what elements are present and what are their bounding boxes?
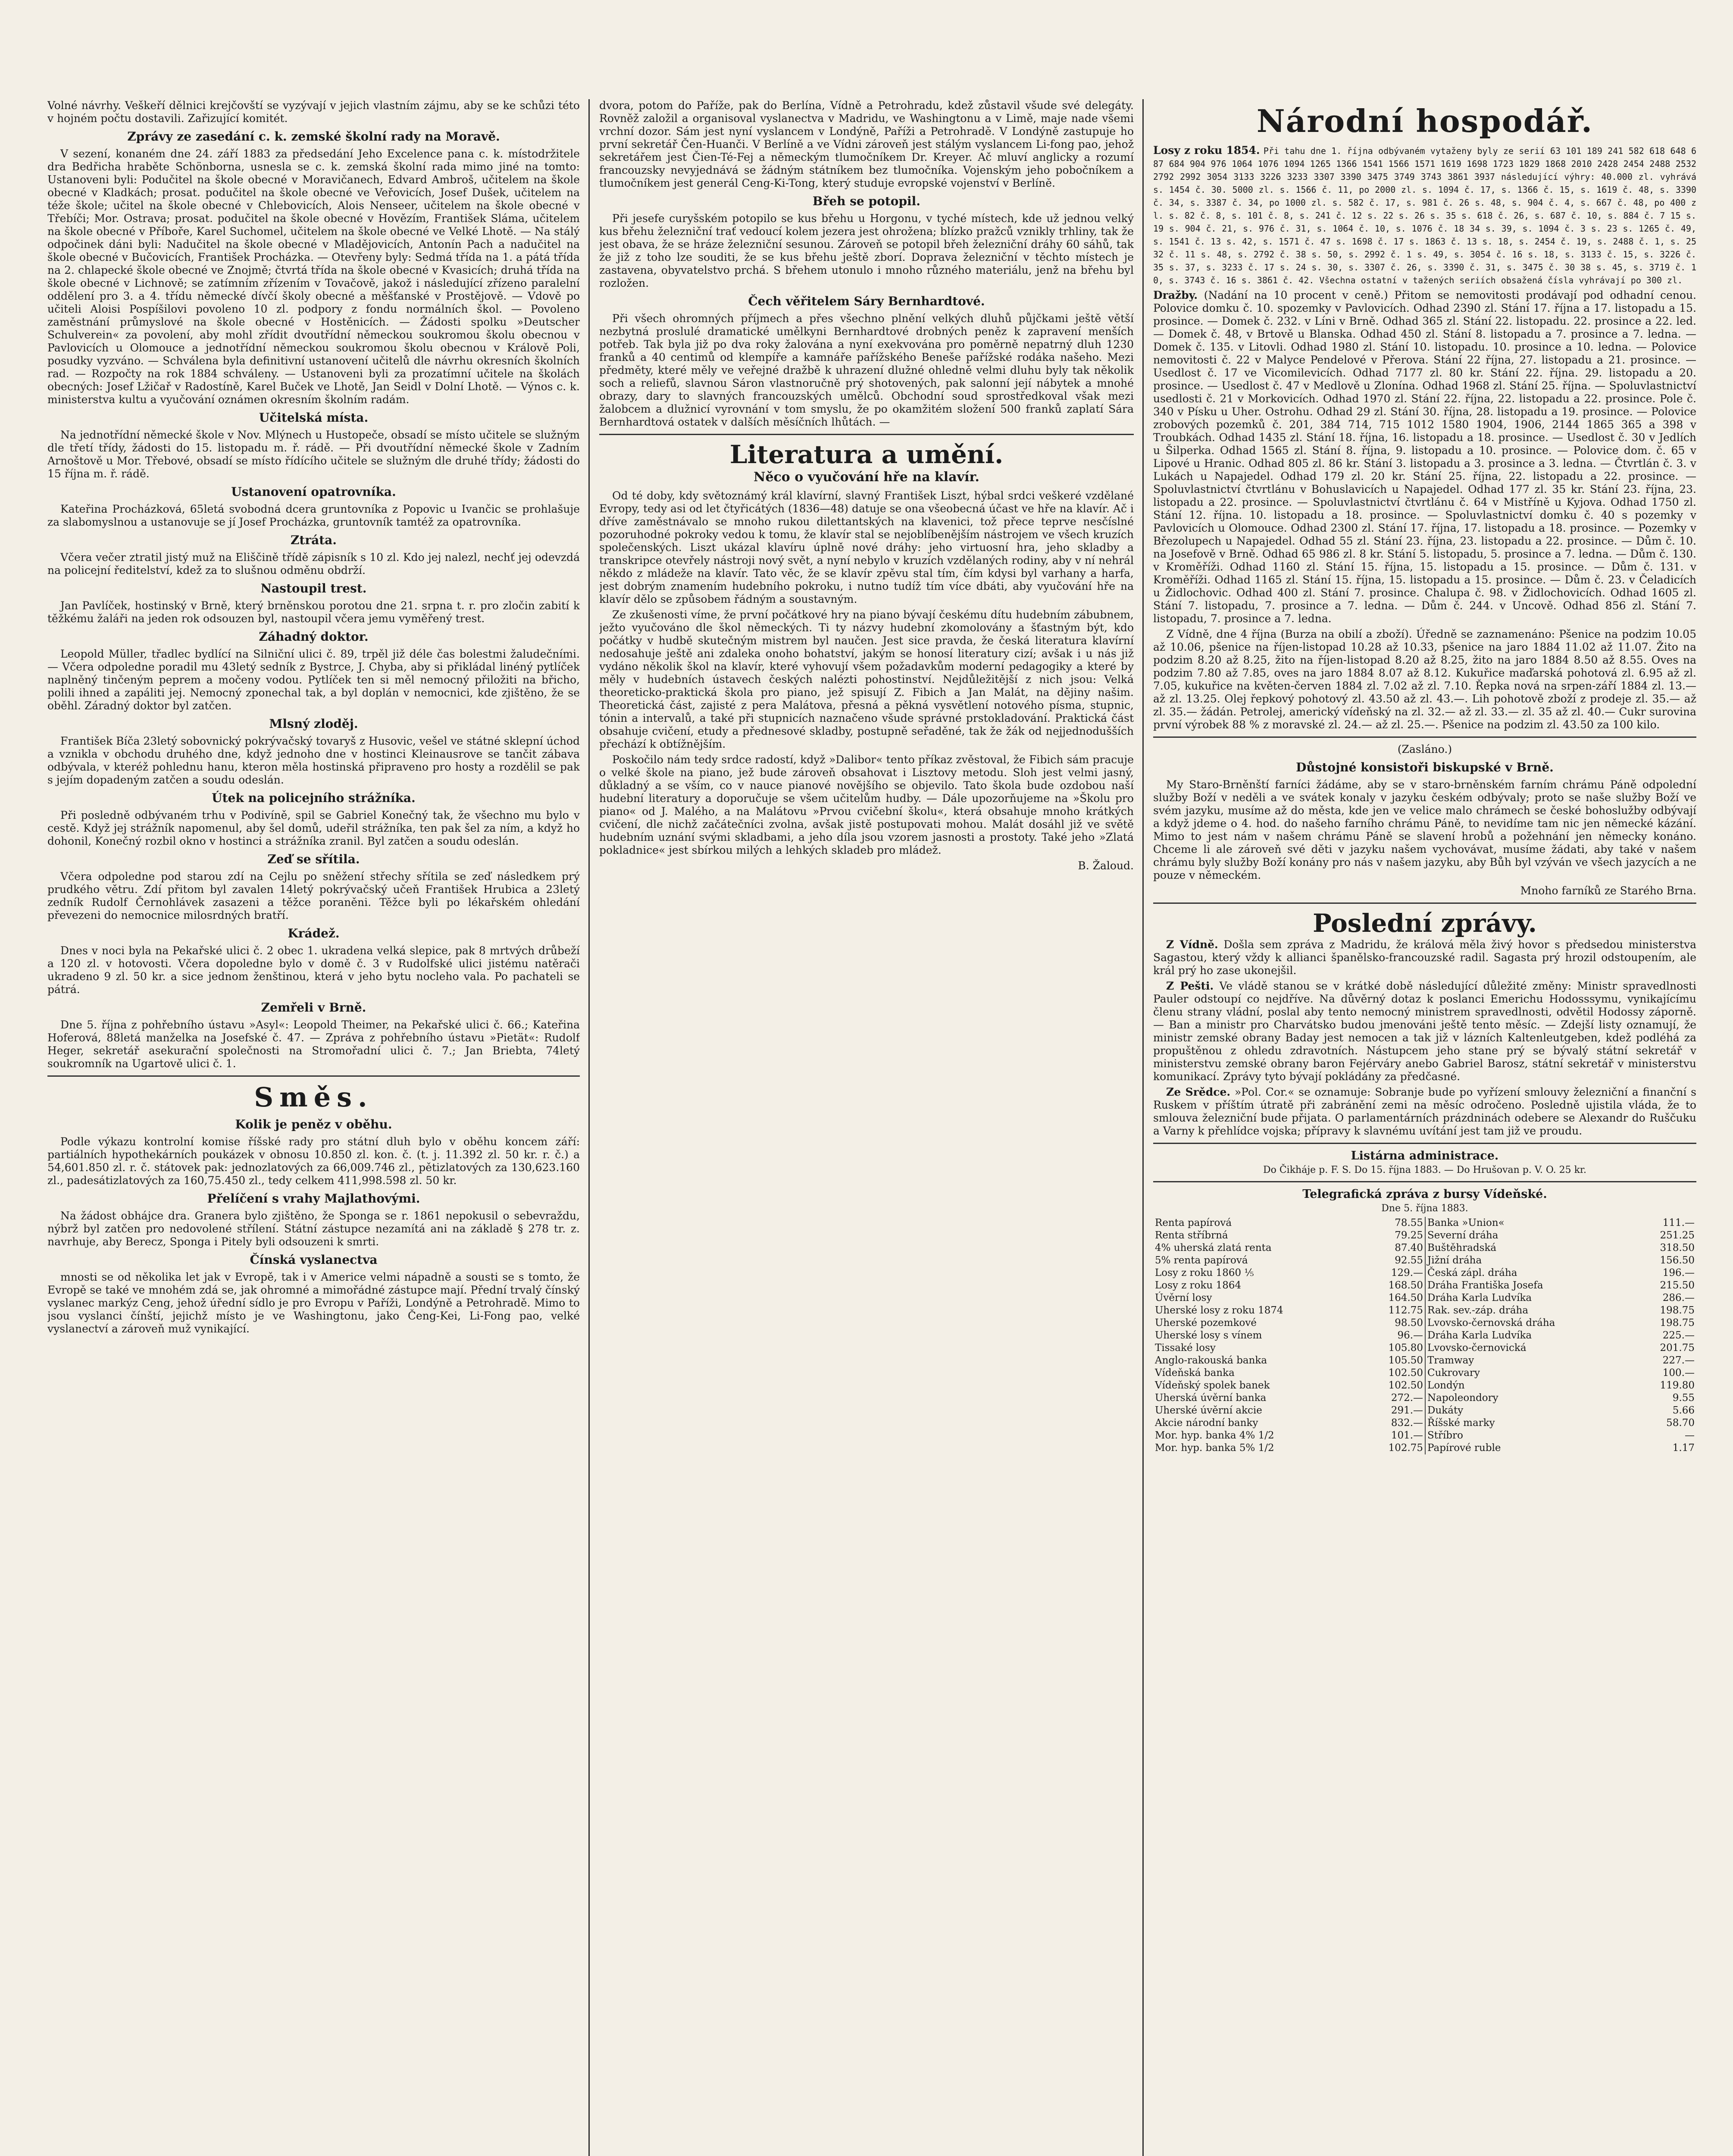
article-text: Včera odpoledne pod starou zdí na Cejlu po sněžení střechy sřítila se zeď následkem prý prudkého větru. Zdí přitom byl zavalen 14letý pokrývačský učeň František Hrubica a 23letý zedník Rudolf Černohlávek zasazeni a těžce poraněni. Těžce byli po lékařském ohledání převezeni do nemocnice milosrdných bratří.	[47, 870, 580, 921]
subsection-lead: Dražby.	[1153, 289, 1198, 301]
section-heading: Čech věřitelem Sáry Bernhardtové.	[748, 294, 985, 308]
stock-value: 100.—	[1662, 1367, 1695, 1379]
article-text: My Staro-Brněnští farníci žádáme, aby se v staro-brněnském farním chrámu Páně odpolední služby Boží v neděli a ve svátek konaly v jazyku českém odbývaly; proto se naše služby Boží ve svém jazyku, musíme až do města, kde jen ve velice malo chrámech se české bohoslužby odbývají a když jdeme o 4. hod. do našeho farního chrámu Páně, to nevidíme tam nic jen německé kázání. Mimo to jest nám v našem chrámu Páně se slavení hrobů a požehnání jen německy konáno. Chceme li ale zároveň své děti v jazyku našem vychovávat, musíme žádati, aby také v našem chrámu byly služby Boží konány pro nás v našem jazyku, aby Bůh byl vzýván ve všech jazycích a ne pouze v německém.	[1153, 778, 1696, 881]
stock-value: 101.—	[1391, 1430, 1423, 1441]
stock-value: 78.55	[1395, 1217, 1423, 1228]
stock-table	[1153, 1217, 1696, 1454]
stock-row	[1153, 1292, 1696, 1304]
stock-row	[1153, 1354, 1696, 1367]
stock-name: Renta papírová	[1155, 1217, 1232, 1228]
stock-row	[1153, 1367, 1696, 1379]
stock-value: 318.50	[1660, 1242, 1695, 1253]
news-text: Ve vládě stanou se v krátké době následující důležité změny: Ministr spravedlnosti Pauler odstoupí co nejdříve. Na důvěrný dotaz k poslanci Emerichu Hodosssymu, vynikajícímu členu strany vládní, poslal aby tento nemocný ministrem spravedlnosti, odvětil Hodossy záporně. — Ban a ministr pro Charvátsko budou jmenováni ještě tento měsíc. — Zdejší listy oznamují, že ministr zemské obrany Baday jest nemocen a tak již v lázních Kaltenleutgeben, kdež podléhá za propuštěnou z ohledu zdravotních. Nástupcem jeho stane prý se bývalý státní sekretář v ministerstvu zemské obrany baron Fejérváry anebo Gabriel Barosz, státní sekretář v ministerstvu komunikací. Zprávy tyto bývají pokládány za předčasné.	[1153, 980, 1696, 1083]
stock-value: 79.25	[1395, 1230, 1423, 1241]
article-text: Od té doby, kdy světoznámý král klavírní, slavný František Liszt, hýbal srdci veškeré vzdělané Evropy, tedy asi od let čtyřicátých (1836—48) datuje se ona všeobecná účast ve hře na klavír. Ač i dříve zaměstnávalo se mnoho rukou dilettantských na klavenici, tož přece teprve nesčíslné pozoruhodné pokroky vedou k tomu, že klavír stal se nejoblíbenějším nástrojem ve všech kruzích společenských. Liszt ukázal klavíru úplně nové dráhy: jeho virtuosní hra, jeho skladby a transkripce otevřely nástroji nový svět, a nyní nebylo v kruzích vzdělaných rodiny, aby v ní nehrál někdo z mládeže na klavír. Tato věc, že se klavír zpěvu stal tím, čím kdysi byl varhany a harfa, jest dobrým znamením hudebního pokroku, i nutno tudíž tím více dbáti, aby vyučování hře na klavír dělo se způsobem řádným a soustavným.	[599, 489, 1134, 605]
section-heading: Důstojné konsistoři biskupské v Brně.	[1296, 760, 1554, 774]
stock-row	[1153, 1392, 1696, 1404]
bursa-title: Telegrafická zpráva z bursy Vídeňské.	[1302, 1188, 1547, 1201]
stock-row	[1153, 1304, 1696, 1317]
stock-value: 102.50	[1388, 1380, 1423, 1391]
article-text: Kateřina Procházková, 65letá svobodná dcera gruntovníka z Popovic u Ivančic se prohlašuje za slabomyslnou a ustanovuje se jí Josef Procházka, gruntovník tamtéž za opatrovníka.	[47, 503, 580, 528]
stock-value: 1.17	[1672, 1442, 1695, 1454]
stock-name: Jižní dráha	[1425, 1254, 1636, 1267]
divider	[1153, 1143, 1696, 1144]
article-text: Při jesefe curyšském potopilo se kus břehu u Horgonu, v tyché místech, kde už jednou velký kus břehu železniční trať vedoucí kolem jezera jest ohrožena; blízko pražců vznikly trhliny, tak že jest obava, že se hráze železniční sesunou. Zároveň se potopil břeh železniční dráhy 60 sáhů, tak že již z toho lze souditi, že se kus břehu ještě zborí. Doprava železniční v těchto místech je zastavena, obyvatelstvo prchá. S břehem utonulo i mnoho různého materiálu, jenž na břehu byl rozložen.	[599, 212, 1134, 289]
section-heading: Zemřeli v Brně.	[261, 1000, 366, 1015]
stock-name: Papírové ruble	[1425, 1442, 1636, 1454]
article-signature: B. Žaloud.	[1078, 859, 1134, 872]
stock-name: Anglo-rakouská banka	[1155, 1355, 1267, 1366]
stock-name: Uherské losy s vínem	[1155, 1330, 1262, 1341]
stock-value: 92.55	[1395, 1255, 1423, 1266]
article-text: Jan Pavlíček, hostinský v Brně, který brněnskou porotou dne 21. srpna t. r. pro zločin zabití k těžkému žaláři na jeden rok odsouzen byl, nastoupil včera jemu vyměřený trest.	[47, 599, 580, 625]
column-rule	[1142, 99, 1144, 2156]
article-text: František Bíča 23letý sobovnický pokrývačský tovaryš z Husovic, vešel ve státné sklepní úchod a vznikla v obchodu druhého dne, když jednoho dne v hostinci Kleinausrove se tančit zábava odbývala, v kteréž pohlednu hanu, kteron měla hostinská připraveno pro hosty a rozdělil se pak s jejím dopadeným zatčen a soudu odeslán.	[47, 735, 580, 786]
stock-value: 196.—	[1662, 1267, 1695, 1279]
stock-name: Renta stříbrná	[1155, 1230, 1228, 1241]
stock-name: Mor. hyp. banka 4% 1/2	[1155, 1430, 1274, 1441]
article-text: Na žádost obhájce dra. Granera bylo zjištěno, že Sponga se r. 1861 nepokusil o sebevraždu, nýbrž byl zatčen pro nedovolené střílení. Státní zástupce nezamítá ani na základě § 278 tr. z. navrhuje, aby Berecz, Sponga i Pitely byli odsouzeni k smrti.	[47, 1210, 580, 1248]
stock-name: Banka »Union«	[1425, 1217, 1636, 1229]
stock-name: Londýn	[1425, 1379, 1636, 1392]
stock-value: 291.—	[1391, 1405, 1423, 1416]
bursa-date: Dne 5. října 1883.	[1381, 1203, 1468, 1214]
stock-name: 5% renta papírová	[1155, 1255, 1248, 1266]
stock-name: Dráha Karla Ludvíka	[1425, 1329, 1636, 1342]
stock-name: Rak. sev.-záp. dráha	[1425, 1304, 1636, 1317]
section-heading: Učitelská místa.	[259, 411, 369, 425]
stock-name: Vídeňský spolek banek	[1155, 1380, 1270, 1391]
stock-value: 198.75	[1660, 1305, 1695, 1316]
stock-row	[1153, 1217, 1696, 1229]
divider	[1153, 903, 1696, 904]
notice-text: Volné návrhy. Veškeří dělnici krejčovští se vyzývají v jejich vlastním zájmu, aby se ke schůzi této v hojném počtu dostavili. Zařizující komitét.	[47, 99, 580, 125]
section-heading: Zprávy ze zasedání c. k. zemské školní rady na Moravě.	[127, 129, 500, 144]
stock-name: Stříbro	[1425, 1429, 1636, 1442]
stock-value: 832.—	[1391, 1417, 1423, 1429]
stock-row	[1153, 1379, 1696, 1392]
section-heading: Břeh se potopil.	[812, 194, 921, 208]
stock-name: Česká zápl. dráha	[1425, 1267, 1636, 1279]
dateline: Ze Srědce.	[1166, 1086, 1231, 1098]
stock-name: Vídeňská banka	[1155, 1367, 1235, 1379]
stock-value: 87.40	[1395, 1242, 1423, 1253]
stock-row	[1153, 1404, 1696, 1417]
article-text: mnosti se od několika let jak v Evropě, tak i v Americe velmi nápadně a sousti se s tomto, že Evropě se také ve mnohém zdá se, jak ohromné a mimořádné zástupce mají. Přední trvalý čínský vyslanec markýz Ceng, jehož úřední sídlo je pro Evropu v Paříži, Londýně a Petrohradě. Mimo to jsou vyslanci čínští, jejichž místo je ve Washingtonu, jako Čeng-Kei, Li-Fong pao, velké vyslanectví a zároveň muž vynikající.	[47, 1271, 580, 1335]
market-report: Z Vídně, dne 4 října (Burza na obilí a zboží). Úředně se zaznamenáno: Pšenice na podzim 10.05 až 10.06, pšenice na říjen-listopad 10.28 až 10.33, pšenice na jaro 1884 11.02 až 11.07. Žito na podzim 8.20 až 8.25, žito na říjen-listopad 8.20 až 8.25, žito na jaro 1884 8.50 až 8.55. Oves na podzim 7.80 až 7.85, oves na jaro 1884 8.07 až 8.12. Kukuřice maďarská pohotová zl. 6.95 až zl. 7.05, kukuřice na květen-červen 1884 zl. 7.02 až zl. 7.10. Řepka nová na srpen-září 1884 zl. 13.— až zl. 13.25. Olej řepkový pohotový zl. 43.50 až zl. 43.—. Lih pohotově zboží z prodeje zl. 35.— až zl. 35.— žádán. Petrolej, americký vídeňský na zl. 32.— až zl. 33.— zl. 35 až zl. 40.— Cukr surovina první výrobek 88 % z moravské zl. 24.— až zl. 25.—. Pšenice na podzim zl. 43.50 za 100 kilo.	[1153, 628, 1696, 731]
stock-value: 98.50	[1395, 1317, 1423, 1329]
stock-value: —	[1685, 1430, 1695, 1441]
stock-name: Úvěrní losy	[1155, 1292, 1212, 1304]
section-title-narodni-hospodar: Národní hospodář.	[1256, 103, 1593, 139]
section-title-smes: Směs.	[254, 1081, 373, 1113]
lottery-results: Při tahu dne 1. října odbývaném vytaženy byly ze serií 63 101 189 241 582 618 648 687 684 904 976 1064 1076 1094 1265 1366 1541 1566 1571 1619 1698 1723 1829 1868 2010 2428 2454 2488 2532 2792 2992 3054 3133 3226 3233 3307 3390 3475 3749 3743 3861 3937 následující výhry: 40.000 zl. vyhrává s. 1454 č. 30. 5000 zl. s. 1566 č. 11, po 2000 zl. s. 1094 č. 17, s. 1366 č. 15, s. 1619 č. 48, s. 3390 č. 34, s. 3387 č. 34, po 1000 zl. s. 582 č. 17, s. 981 č. 26 s. 48, s. 904 č. 4, s. 667 č. 48, po 400 zl. s. 82 č. 8, s. 101 č. 8, s. 241 č. 12 s. 22 s. 26 s. 35 s. 618 č. 26, s. 687 č. 10, s. 884 č. 7 15 s. 19 s. 904 č. 21, s. 976 č. 31, s. 1064 č. 10, s. 1076 č. 18 34 s. 39, s. 1094 č. 3 s. 23 s. 1265 č. 49, s. 1541 č. 13 s. 42, s. 1571 č. 47 s. 1698 č. 17 s. 1863 č. 13 s. 18, s. 2454 č. 19, s. 2488 č. 1, s. 2532 č. 11 s. 48, s. 2792 č. 38 s. 50, s. 2992 č. 1 s. 49, s. 3054 č. 16 s. 18, s. 3133 č. 15, s. 3226 č. 35 s. 37, s. 3233 č. 17 s. 24 s. 30, s. 3307 č. 26, s. 3390 č. 31, s. 3475 č. 30 38 s. 45, s. 3719 č. 10, s. 3743 č. 16 s. 3861 č. 42. Všechna ostatní v tažených seriích obsažená čísla vyhrávají po 300 zl.	[1153, 146, 1696, 285]
stock-value: 105.50	[1388, 1355, 1423, 1366]
article-text: Ze zkušenosti víme, že první počátkové hry na piano bývají českému dítu hudebním zábubnem, ježto vyučováno dle škol německých. Ti ty názvy hudební zkomolovány a šťastným být, kdo počátky v hudbě skutečným mistrem byl naučen. Jest sice pravda, že česká literatura klavírní nedosahuje ještě ani zdaleka onoho bohatství, jakým se honosí literatury cizí; avšak i u nás již vydáno několik škol na klavír, které vyhovují všem požadavkům moderní pedagogiky a které by měly v hudebních ústavech českých nalézti pohostinství. Nejdůležitější z nich jsou: Velká theoreticko-praktická škola pro piano, jež spisují Z. Fibich a Jan Malát, na dějiny našim. Theoretická část, zajisté z pera Malátova, přesná a pěkná vysvětlení notového písma, stupnic, tónin a intervalů, a také při stupnicích naznačeno všude správné prstokladování. Praktická část obsahuje cvičení, etudy a přednesové skladby, postupně seřaděné, tak že žák od nejjednodušších přechází k obtížnějším.	[599, 608, 1134, 750]
stock-row	[1153, 1279, 1696, 1292]
stock-value: 58.70	[1666, 1417, 1695, 1429]
stock-name: Severní dráha	[1425, 1229, 1636, 1242]
stock-name: Losy z roku 1864	[1155, 1280, 1242, 1291]
stock-value: 96.—	[1397, 1330, 1423, 1341]
stock-value: 111.—	[1662, 1217, 1695, 1228]
section-heading: Zeď se sřítila.	[267, 852, 360, 866]
stock-name: Buštěhradská	[1425, 1242, 1636, 1254]
stock-name: Lvovsko-černovická	[1425, 1342, 1636, 1354]
stock-value: 129.—	[1391, 1267, 1423, 1279]
news-text: Došla sem zpráva z Madridu, že králová měla živý hovor s předsedou ministerstva Sagastou, který vždy k allianci španělsko-francouzské radil. Sagasta prý hrozil odstoupením, ale král prý ho zase ukonejšil.	[1153, 938, 1696, 977]
stock-row	[1153, 1342, 1696, 1354]
news-text: »Pol. Cor.« se oznamuje: Sobranje bude po vyřízení smlouvy železniční a finanční s Ruskem v příštím útratě při zabránění zemi na měsíc odročeno. Posledně ujistila vláda, že to smlouva železniční bude přijata. O parlamentárních prázdninách odebere se Alexandr do Ruščuku a Varny k přehlídce vojska; přípravy k slavnému uvítání jest tam již ve proudu.	[1153, 1086, 1696, 1137]
stock-row	[1153, 1229, 1696, 1242]
stock-name: Tramway	[1425, 1354, 1636, 1367]
stock-value: 102.75	[1388, 1442, 1423, 1454]
section-heading: Kolik je peněz v oběhu.	[235, 1117, 392, 1131]
section-heading: Záhadný doktor.	[259, 630, 369, 644]
stock-row	[1153, 1442, 1696, 1454]
stock-name: Cukrovary	[1425, 1367, 1636, 1379]
dateline: Z Pešti.	[1166, 980, 1214, 992]
stock-value: 156.50	[1660, 1255, 1695, 1266]
stock-row	[1153, 1267, 1696, 1279]
article-signature: Mnoho farníků ze Starého Brna.	[1520, 884, 1696, 897]
stock-value: 102.50	[1388, 1367, 1423, 1379]
section-heading: Nastoupil trest.	[260, 581, 367, 595]
listarna-title: Listárna administrace.	[1351, 1149, 1499, 1163]
stock-value: 227.—	[1662, 1355, 1695, 1366]
article-text: Poskočilo nám tedy srdce radostí, když »Dalibor« tento příkaz zvěstoval, že Fibich sám pracuje o velké škole na piano, jež bude zároveň obsahovat i Lisztovy metodu. Sloh jest velmi jasný, důkladný a se vším, co v nauce pianové novějšího se objevilo. Tato škola bude ozdobou naší hudební literatury a doporučuje se všem učitelům hudby. — Dále upozorňujeme na »Školu pro piano« od J. Malého, a na Malátovu »Prvou cvičební školu«, která obsahuje mnoho krátkých cvičení, dle nichž začátečníci zvolna, avšak jistě postupovati mohou. Malát dosáhl již ve světě hudebním uznání svými skladbami, a jeho díla jsou vzorem jasnosti a prostoty. Také jeho »Zlatá pokladnice« jest sbírkou milých a lehkých skladeb pro mládež.	[599, 753, 1134, 856]
stock-row	[1153, 1242, 1696, 1254]
stock-name: Akcie národní banky	[1155, 1417, 1258, 1429]
dateline: Z Vídně.	[1166, 938, 1218, 951]
stock-value: 201.75	[1660, 1342, 1695, 1354]
section-title-literatura: Literatura a umění.	[729, 440, 1004, 469]
stock-value: 164.50	[1388, 1292, 1423, 1304]
divider	[1153, 736, 1696, 738]
stock-value: 5.66	[1672, 1405, 1695, 1416]
stock-value: 105.80	[1388, 1342, 1423, 1354]
article-text: Dnes v noci byla na Pekařské ulici č. 2 obec 1. ukradena velká slepice, pak 8 mrtvých drůbeží a 120 zl. v hotovosti. Včera dopoledne bylo v domě č. 3 v Rudolfské ulici jistému natěrači ukradeno 9 zl. 50 kr. a sice jednom ženštinou, která v jeho bytu nocleho vala. Po pachateli se pátrá.	[47, 944, 580, 996]
stock-name: Dráha Františka Josefa	[1425, 1279, 1636, 1292]
article-text: Včera večer ztratil jistý muž na Eliščině třídě zápisník s 10 zl. Kdo jej nalezl, nechť jej odevzdá na policejní ředitelství, kdež za to slušnou odměnu obdrží.	[47, 551, 580, 577]
stock-row	[1153, 1417, 1696, 1429]
article-text: Na jednotřídní německé škole v Nov. Mlýnech u Hustopeče, obsadí se místo učitele se služným dle třetí třídy, žádosti do 15. listopadu m. ř. rádě. — Při dvoutřídní německé škole v Zadním Arnoštově u Mor. Třebové, obsadí se místo řídícího učitele se služným dle druhé třídy; žádosti do 15 října m. ř. rádě.	[47, 429, 580, 480]
stock-name: Dukáty	[1425, 1404, 1636, 1417]
stock-row	[1153, 1317, 1696, 1329]
column-3	[1153, 99, 1696, 2156]
listarna-text: Do Čikháje p. F. S. Do 15. října 1883. — Do Hrušovan p. V. O. 25 kr.	[1263, 1165, 1587, 1175]
article-text: Leopold Müller, třadlec bydlící na Silniční ulici č. 89, trpěl již déle čas bolestmi žaludečními. — Včera odpoledne poradil mu 43letý sedník z Bystrce, J. Chyba, aby si přikládal linéný pytlíček naplněný tinčeným peprem a močeny vodou. Pytlíček ten si měl nemocný přiložiti na břicho, polili ihned a zapáliti jej. Nemocný zponechal tak, a byl doplán v nemocnici, kde zjištěno, že se oběhl. Záradný doktor byl zatčen.	[47, 648, 580, 712]
article-text: Podle výkazu kontrolní komise říšské rady pro státní dluh bylo v oběhu koncem září: partiálních hypothekárních poukázek v obnosu 10.850 zl. kon. č. (t. j. 11.392 zl. 50 kr. r. č.) a 54,601.850 zl. r. č. státovek pak: jednozlatových za 66,009.746 zl., pětizlatových za 130,623.160 zl., padesátizlatových za 160,75.450 zl., tedy celkem 411,998.598 zl. 50 kr.	[47, 1135, 580, 1187]
stock-name: Uherské úvěrní akcie	[1155, 1405, 1262, 1416]
stock-name: Říšské marky	[1425, 1417, 1636, 1429]
stock-name: Lvovsko-černovská dráha	[1425, 1317, 1636, 1329]
article-text: Při posledně odbývaném trhu v Podivíně, spil se Gabriel Konečný tak, že všechno mu bylo v cestě. Když jej strážník napomenul, aby šel domů, udeřil strážníka, ten pak šel za ním, a když ho dohonil, Konečný rozbil okno v hostinci a strážníka zranil. Byl zatčen a soudu odeslán.	[47, 809, 580, 847]
stock-value: 272.—	[1391, 1392, 1423, 1404]
stock-row	[1153, 1329, 1696, 1342]
subsection-lead: Losy z roku 1854.	[1153, 144, 1260, 157]
column-rule	[588, 99, 590, 2156]
stock-value: 225.—	[1662, 1330, 1695, 1341]
stock-name: Mor. hyp. banka 5% 1/2	[1155, 1442, 1274, 1454]
auction-list: (Nadání na 10 procent v ceně.) Přitom se nemovitosti prodávají pod odhadní cenou. Polovice domku č. 10. spozemky v Pavlovicích. Odhad 2390 zl. Stání 17. října a 17. listopadu a 15. prosince. — Domek č. 232. v Líni v Brně. Odhad 365 zl. Stání 22. listopadu. 22. prosince a 22. led. — Domek č. 48, v Brtově u Blanska. Odhad 450 zl. Stání 8. listopadu a 7. prosince a 7. ledna. — Domek č. 135. v Litovli. Odhad 1980 zl. Stání 10. listopadu. 10. prosince a 10. ledna. — Polovice nemovitosti č. 22 v Malyce Pendelové v Přerova. Stání 22 října, 27. listopadu a 21. prosince. — Usedlost č. 17 ve Vicomilevicích. Odhad 7177 zl. 80 kr. Stání 22. října. 29. listopadu a 20. prosince. — Usedlost č. 47 v Medlově u Zlonína. Odhad 1968 zl. Stání 25. října. — Spoluvlastnictví usedlosti č. 21 v Morkovicích. Odhad 1970 zl. Stání 22. října, 22. listopadu a 22. prosince. Pole č. 340 v Písku u Uher. Ostrohu. Odhad 29 zl. Stání 30. října, 28. listopadu a 19. prosince. — Polovice zrobových pozemků č. 201, 384 714, 715 1012 1580 1904, 1906, 2144 1865 365 a 398 v Troubkách. Odhad 1435 zl. Stání 18. října, 16. listopadu a 18. prosince. — Usedlost č. 30 v Jedlích u Šilperka. Odhad 1565 zl. Stání 8. října, 9. listopadu a 10. prosince. — Polovice dom. č. 65 v Lipové u Hranic. Odhad 805 zl. 86 kr. Stání 3. listopadu a 3. prosince a 3. ledna. — Čtvrtlán č. 3. v Lukách u Napajedel. Odhad 179 zl. 20 kr. Stání 25. října, 22. listopadu a 22. prosince. — Spoluvlastnictví čtvrtlánu v Bohuslavicích u Napajedel. Odhad 177 zl. 35 kr. Stání 23. října, 23. listopadu a 22. prosince. — Spoluvlastnictví čtvrtlánu č. 64 v Mistříně u Kyjova. Odhad 1750 zl. Stání 12. října. 10. listopadu a 18. prosince. — Spoluvlastnictví domku č. 40 s pozemky v Pavlovicích u Olomouce. Odhad 2300 zl. Stání 17. října, 17. listopadu a 18. prosince. — Pozemky v Březolupech u Napajedel. Odhad 55 zl. Stání 23. října, 23. listopadu a 22. prosince. — Dům č. 10. na Josefově v Brně. Odhad 65 986 zl. 8 kr. Stání 5. listopadu, 5. prosince a 7. ledna. — Dům č. 130. v Kroměříži. Odhad 1160 zl. Stání 15. října, 15. listopadu a 15. prosince. — Dům č. 131. v Kroměříži. Odhad 1165 zl. Stání 15. října, 15. listopadu a 15. prosince. — Dům č. 23. v Čeladicích u Židlochovic. Odhad 400 zl. Stání 7. prosince. Chalupa č. 98. v Židlochovicích. Odhad 1605 zl. Stání 7. listopadu, 7. prosince a 7. ledna. — Dům č. 244. v Uncově. Odhad 856 zl. Stání 7. listopadu, 7. prosince a 7. ledna.	[1153, 289, 1696, 625]
stock-value: 168.50	[1388, 1280, 1423, 1291]
article-text: dvora, potom do Paříže, pak do Berlína, Vídně a Petrohradu, kdež zůstavil všude své delegáty. Rovněž založil a organisoval vyslanectva v Madridu, ve Washingtonu a v Limě, maje nade všemi vrchní dozor. Sám jest nyní vyslancem v Londýně, Paříži a Petrohradě. V Londýně zastupuje ho první sekretář Čen-Huanči. V Berlíně a ve Vídni zároveň jest stálým vyslancem Li-fong pao, jehož sekretářem jest Čien-Té-Fej a německým tlumočníkem Dr. Kreyer. Ač mluví anglicky a rozumí francouzsky nevyjednává se žádným státníkem bez tlumočníka. Vojenským jeho pobočníkem a tlumočníkem jest generál Ceng-Ki-Tong, který studuje evropské vojenství v Berlíně.	[599, 99, 1134, 189]
section-heading: Útek na policejního strážníka.	[212, 791, 416, 805]
stock-row	[1153, 1254, 1696, 1267]
stock-value: 251.25	[1660, 1230, 1695, 1241]
stock-value: 112.75	[1388, 1305, 1423, 1316]
stock-name: Losy z roku 1860 ⅕	[1155, 1267, 1254, 1279]
divider	[1153, 1181, 1696, 1182]
divider	[599, 434, 1134, 435]
section-heading: Přelíčení s vrahy Majlathovými.	[207, 1191, 420, 1206]
column-1	[47, 99, 580, 2156]
section-heading: Čínská vyslanectva	[250, 1253, 378, 1267]
article-text: Dne 5. října z pohřebního ústavu »Asyl«: Leopold Theimer, na Pekařské ulici č. 66.; Kateřina Hoferová, 88letá manželka na Josefské č. 47. — Zpráva z pohřebního ústavu »Pietät«: Rudolf Heger, sekretář asekurační společnosti na Stromořadní ulici č. 7.; Jan Briebta, 74letý soukromník na Ugartově ulici č. 1.	[47, 1018, 580, 1070]
section-title-posledni-zpravy: Poslední zprávy.	[1313, 909, 1537, 938]
stock-name: Dráha Karla Ludvíka	[1425, 1292, 1636, 1304]
stock-name: Uherské losy z roku 1874	[1155, 1305, 1283, 1316]
section-heading: Krádež.	[288, 926, 340, 940]
section-heading: Ztráta.	[290, 533, 337, 547]
stock-value: 119.80	[1660, 1380, 1695, 1391]
stock-value: 198.75	[1660, 1317, 1695, 1329]
stock-value: 9.55	[1672, 1392, 1695, 1404]
stock-name: Uherské pozemkové	[1155, 1317, 1257, 1329]
stock-name: Napoleondory	[1425, 1392, 1636, 1404]
stock-row	[1153, 1429, 1696, 1442]
stock-name: 4% uherská zlatá renta	[1155, 1242, 1272, 1253]
article-text: V sezení, konaném dne 24. září 1883 za předsedání Jeho Excelence pana c. k. místodržitele dra Bedřicha hraběte Schönborna, usnesla se c. k. zemská školní rada mimo jiné na tomto: Ustanoveni byli: Podučitel na škole obecné v Moravičanech, Edvard Ambroš, učitelem na škole obecné v Kladkách; prosat. podučitel na škole obecné ve Veřovicích, Josef Dušek, učitelem na téže škole; učitel na škole obecné v Chlebovicích, Alois Nenseer, učitelem na škole obecné v Třebíči; Mor. Ostrava; prosat. podučitel na škole obecné v Hovězím, František Sláma, učitelem na škole obecné v Příboře, Karel Suchomel, učitelem na škole obecné ve Velké Lhotě. — Na stálý odpočinek dáni byli: Nadučitel na škole obecné v Mladějovicích, Antonín Pach a nadučitel na škole obecné v Bučovicích, František Procházka. — Otevřeny byly: Sedmá třída na 1. a pátá třída na 2. chlapecké škole obecné ve Znojmě; čtvrtá třída na škole obecné v Kvasicích; druhá třída na škole obecné v Lichnově; se zatímním zřízením v Tovačově, jakož i následující zřízeno paralelní oddělení pro 3. a 4. třídu německé dívčí školy obecné a měšťanské v Prostějově. — Vdově po učiteli Aloisi Pospíšilovi povoleno 10 zl. podpory z fondu normálních škol. — Povoleno zaměstnání průmyslové na škole obecné v Hostěnicích. — Žádosti spolku »Deutscher Schulverein« za povolení, aby mohl zřídit dvoutřídní německou soukromou školu obecnou v Pavlovicích u Olomouce a jednotřídní německou soukromou školu obecnou v Králově Poli, posudky vyzváno. — Schválena byla definitivní ustanovení učitelů dle návrhu okresních školních rad. — Rozpočty na rok 1884 schváleny. — Ustanoveni byli za prozatímní učitele na školách obecných: Josef Lžičař v Radostíně, Karel Buček ve Lhotě, Jan Seidl v Dolní Lhotě. — Výnos c. k. ministerstva kultu a vyučování oznámen okresním školním radám.	[47, 147, 580, 406]
stock-value: 215.50	[1660, 1280, 1695, 1291]
stock-name: Tissaké losy	[1155, 1342, 1216, 1354]
zaslano-label: (Zasláno.)	[1397, 743, 1452, 755]
divider	[47, 1075, 580, 1077]
stock-value: 286.—	[1662, 1292, 1695, 1304]
column-2	[599, 99, 1134, 2156]
section-heading: Ustanovení opatrovníka.	[231, 485, 396, 499]
stock-name: Uherská úvěrní banka	[1155, 1392, 1267, 1404]
article-text: Při všech ohromných příjmech a přes všechno plnění velkých dluhů půjčkami ještě větší nezbytná proslulé dramatické umělkyni Bernhardtové drobných peněz k zapravení menších potřeb. Tak byla již po dva roky žalována a nyní exekvována pro poměrně nepatrný dluh 1230 franků a 40 centimů od klempíře a kamnáře pařížského Beneše pařížské rodáka našeho. Mezi předměty, které měly ve veřejné dražbě k uhrazení dlužné ohledně velmi dluhu byly tak několik soch a reliefů, slavnou Sáron vlastnoručně prý shotovených, pak salonní její nábytek a mnohé obrazy, dary to slavných francouzských umělců. Obchodní soud sprostředkoval však mezi žalobcem a dlužnicí vyrovnání v tom smyslu, že po okamžitém složení 500 franků zaplatí Sára Bernhardtová ostatek v dalších měsíčních lhůtách. —	[599, 312, 1134, 428]
section-heading: Mlsný zloděj.	[269, 717, 358, 731]
article-subtitle: Něco o vyučování hře na klavír.	[754, 470, 979, 485]
